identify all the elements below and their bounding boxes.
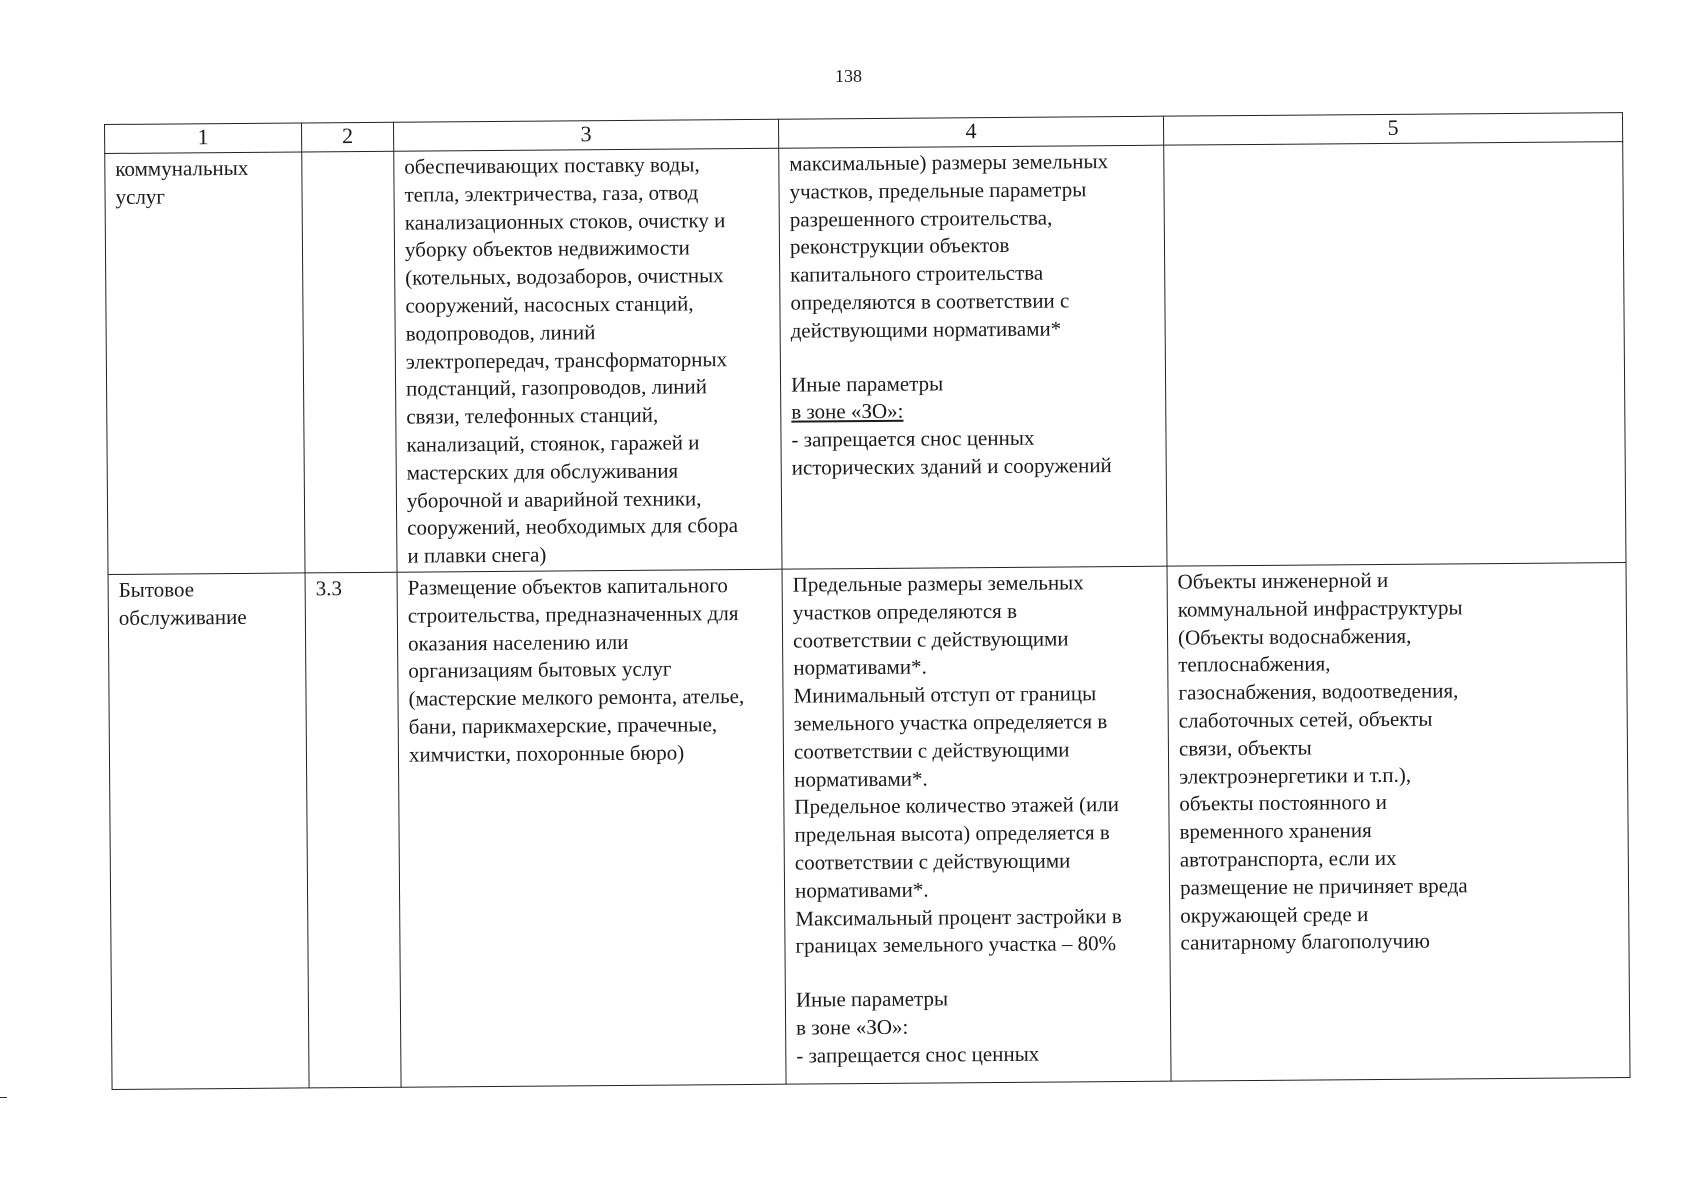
row1-other-params-text: - запрещается снос ценных исторических зданий и сооружений (791, 425, 1112, 480)
row2-parameters-main: Предельные размеры земельных участков определяются в соответствии с действующими нормативами*. Минимальный отступ от границы земельного участка определяется в соответствии с действующими нормативами*. Предельное количество этажей (или предельная высота) определяется в соответствии с действующими нормативами*. Максимальный процент застройки в границах земельного участка – 80% (792, 570, 1122, 958)
row1-code (302, 151, 397, 573)
header-col-1: 1 (105, 123, 302, 154)
header-col-2: 2 (301, 122, 393, 152)
row2-other-params-text: - запрещается снос ценных (796, 1041, 1040, 1068)
row2-code: 3.3 (305, 572, 401, 1088)
header-col-4: 4 (778, 116, 1163, 148)
row1-description: обеспечивающих поставку воды, тепла, электричества, газа, отвод канализационных стоков, очистку и уборку объектов недвижимости (котельных, водозаборов, очистных сооружений, насосных станций, водопроводов, линий электропередач, трансформаторных подстанций, газопроводов, линий связи, телефонных станций, канализаций, стоянок, гаражей и мастерских для обслуживания уборочной и аварийной техники, сооружений, необходимых для сбора и плавки снега) (394, 148, 782, 572)
table-row (108, 563, 1630, 1090)
row2-use-name: Бытовое обслуживание (108, 573, 309, 1090)
row1-parameters (779, 145, 1167, 569)
row2-parameters (782, 566, 1171, 1084)
zoning-table-container (104, 112, 1630, 1090)
row1-zone-label: в зоне «ЗО»: (791, 399, 904, 424)
page-number: 138 (835, 66, 862, 86)
margin-mark (0, 1097, 7, 1098)
row2-other-params-title: Иные параметры (795, 986, 949, 1012)
row1-use-name: коммунальных услуг (105, 152, 305, 575)
header-col-5: 5 (1163, 113, 1622, 146)
table-row (105, 142, 1626, 575)
row2-zone-label: в зоне «ЗО»: (796, 1014, 909, 1040)
row1-auxiliary-uses (1164, 142, 1626, 567)
row1-other-params-title: Иные параметры (790, 370, 944, 397)
row1-parameters-main: максимальные) размеры земельных участков, предельные параметры разрешенного строительства, реконструкции объектов капитального строительства определяются в соответствии с действующими нормативами* (789, 149, 1109, 343)
row2-auxiliary-uses: Объекты инженерной и коммунальной инфраструктуры (Объекты водоснабжения, теплоснабжения, газоснабжения, водоотведения, слаботочных сетей, объекты связи, объекты электроэнергетики и т.п.), объекты постоянного и временного хранения автотранспорта, если их размещение не причиняет вреда окружающей среде и санитарному благополучию (1167, 563, 1630, 1082)
header-col-3: 3 (393, 119, 778, 151)
row2-description: Размещение объектов капитального строительства, предназначенных для оказания населению или организациям бытовых услуг (мастерские мелкого ремонта, ателье, бани, парикмахерские, прачечные, химчистки, похоронные бюро) (397, 569, 786, 1087)
zoning-table (104, 112, 1631, 1090)
